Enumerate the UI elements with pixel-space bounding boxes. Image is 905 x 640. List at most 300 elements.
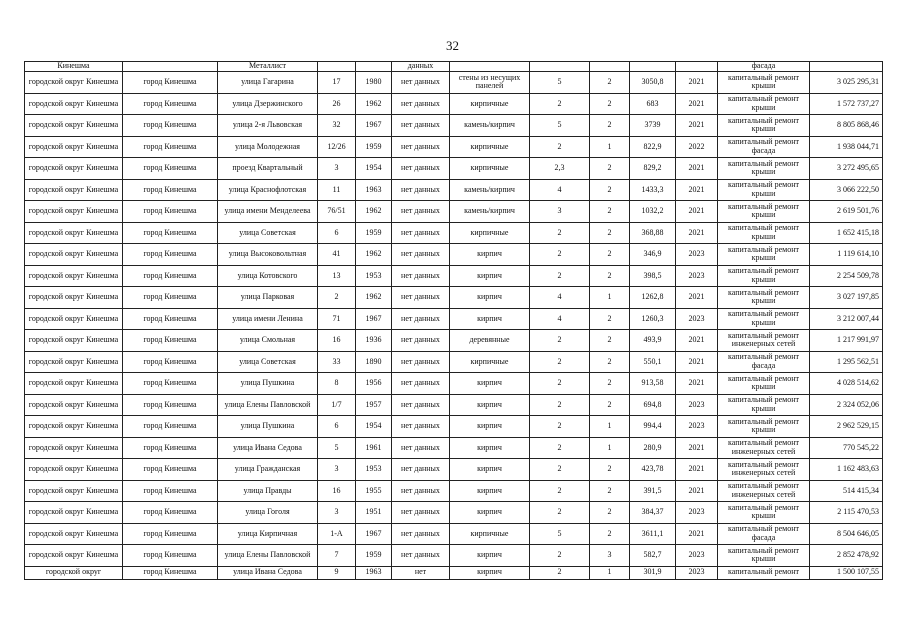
cell-entrances: 1 [590,136,630,158]
cell-build-year: 1955 [356,480,392,502]
cell-street: улица 2-я Львовская [218,115,318,137]
cell-area: 913,58 [630,373,676,395]
cell-entrances: 2 [590,394,630,416]
cell-work-type: капитальный ремонт фасада [718,351,810,373]
cell-work-type: капитальный ремонт фасада [718,523,810,545]
cell-district: городской округ Кинешма [25,459,123,481]
cell-cost: 4 028 514,62 [810,373,883,395]
cell-house-number: 3 [318,459,356,481]
cell-work-type: капитальный ремонт крыши [718,308,810,330]
cell-planned-year: 2021 [676,93,718,115]
cell-settlement: город Кинешма [123,351,218,373]
cell-area: 582,7 [630,545,676,567]
cell-house-number: 5 [318,437,356,459]
cell-planned-year: 2022 [676,136,718,158]
cell-work-type: капитальный ремонт крыши [718,115,810,137]
cell-build-year [356,62,392,72]
cell-cost: 3 066 222,50 [810,179,883,201]
cell-planned-year: 2021 [676,523,718,545]
cell-settlement: город Кинешма [123,287,218,309]
table-row [25,523,883,545]
cell-house-number: 76/51 [318,201,356,223]
cell-planned-year: 2021 [676,373,718,395]
table-row [25,158,883,180]
cell-entrances: 2 [590,158,630,180]
cell-street: улица Гоголя [218,502,318,524]
cell-floors: 2 [530,545,590,567]
cell-floors: 5 [530,72,590,94]
cell-house-number: 1/7 [318,394,356,416]
cell-area: 391,5 [630,480,676,502]
cell-commission-year: нет данных [392,222,450,244]
cell-area: 423,78 [630,459,676,481]
cell-house-number: 1-А [318,523,356,545]
cell-commission-year: нет данных [392,459,450,481]
cell-cost: 2 619 501,76 [810,201,883,223]
cell-planned-year: 2023 [676,244,718,266]
cell-floors: 4 [530,179,590,201]
cell-cost: 3 212 007,44 [810,308,883,330]
cell-commission-year: нет данных [392,179,450,201]
cell-settlement: город Кинешма [123,115,218,137]
cell-house-number: 3 [318,502,356,524]
cell-floors: 2 [530,416,590,438]
cell-commission-year: нет [392,566,450,579]
cell-planned-year: 2021 [676,351,718,373]
table-row [25,287,883,309]
cell-district: городской округ Кинешма [25,136,123,158]
cell-house-number: 7 [318,545,356,567]
cell-house-number: 6 [318,222,356,244]
cell-district: городской округ Кинешма [25,287,123,309]
cell-area: 3739 [630,115,676,137]
cell-build-year: 1967 [356,115,392,137]
table-row [25,330,883,352]
cell-settlement: город Кинешма [123,373,218,395]
cell-settlement: город Кинешма [123,330,218,352]
cell-settlement: город Кинешма [123,244,218,266]
cell-build-year: 1951 [356,502,392,524]
cell-wall-material: кирпичные [450,158,530,180]
cell-planned-year: 2021 [676,480,718,502]
cell-build-year: 1936 [356,330,392,352]
cell-work-type: капитальный ремонт крыши [718,545,810,567]
cell-work-type: капитальный ремонт крыши [718,244,810,266]
cell-build-year: 1954 [356,416,392,438]
cell-planned-year: 2021 [676,437,718,459]
cell-area: 346,9 [630,244,676,266]
cell-area: 493,9 [630,330,676,352]
cell-build-year: 1959 [356,545,392,567]
cell-wall-material: стены из несущих панелей [450,72,530,94]
cell-settlement: город Кинешма [123,265,218,287]
cell-commission-year: нет данных [392,545,450,567]
cell-district: городской округ Кинешма [25,373,123,395]
cell-planned-year: 2021 [676,72,718,94]
cell-street: улица Пушкина [218,416,318,438]
cell-cost: 1 162 483,63 [810,459,883,481]
cell-wall-material: кирпич [450,416,530,438]
cell-build-year: 1963 [356,179,392,201]
table-row [25,502,883,524]
cell-work-type: капитальный ремонт крыши [718,502,810,524]
cell-entrances: 1 [590,566,630,579]
table-row [25,480,883,502]
cell-district: городской округ Кинешма [25,330,123,352]
cell-entrances: 2 [590,502,630,524]
cell-floors: 2 [530,136,590,158]
cell-work-type: капитальный ремонт инженерных сетей [718,480,810,502]
cell-commission-year: нет данных [392,308,450,330]
cell-entrances: 2 [590,351,630,373]
cell-cost: 3 272 495,65 [810,158,883,180]
cell-work-type: капитальный ремонт крыши [718,158,810,180]
cell-commission-year: нет данных [392,394,450,416]
cell-floors: 5 [530,523,590,545]
cell-build-year: 1980 [356,72,392,94]
cell-area: 384,37 [630,502,676,524]
cell-cost: 514 415,34 [810,480,883,502]
cell-settlement: город Кинешма [123,179,218,201]
cell-street: улица Правды [218,480,318,502]
cell-area: 683 [630,93,676,115]
cell-work-type: фасада [718,62,810,72]
cell-wall-material: кирпич [450,373,530,395]
cell-district: городской округ Кинешма [25,394,123,416]
cell-street: улица Ивана Седова [218,437,318,459]
cell-planned-year: 2023 [676,308,718,330]
cell-area: 3611,1 [630,523,676,545]
cell-street: улица имени Менделеева [218,201,318,223]
cell-settlement: город Кинешма [123,523,218,545]
cell-entrances: 2 [590,265,630,287]
cell-entrances [590,62,630,72]
table-row [25,373,883,395]
cell-entrances: 2 [590,373,630,395]
cell-district: городской округ Кинешма [25,201,123,223]
table-row [25,93,883,115]
cell-planned-year: 2021 [676,158,718,180]
cell-settlement: город Кинешма [123,308,218,330]
cell-wall-material: кирпич [450,459,530,481]
cell-entrances: 2 [590,308,630,330]
cell-wall-material: кирпич [450,545,530,567]
cell-wall-material: кирпич [450,265,530,287]
cell-district: городской округ Кинешма [25,72,123,94]
cell-planned-year: 2023 [676,566,718,579]
table-row [25,244,883,266]
cell-floors: 2 [530,480,590,502]
cell-district: городской округ Кинешма [25,523,123,545]
housing-repair-table [24,61,883,580]
cell-build-year: 1957 [356,394,392,416]
cell-planned-year: 2023 [676,502,718,524]
cell-planned-year: 2023 [676,265,718,287]
cell-work-type: капитальный ремонт инженерных сетей [718,330,810,352]
cell-work-type: капитальный ремонт крыши [718,179,810,201]
cell-build-year: 1962 [356,244,392,266]
cell-planned-year: 2023 [676,416,718,438]
cell-settlement: город Кинешма [123,502,218,524]
cell-area: 3050,8 [630,72,676,94]
cell-build-year: 1967 [356,523,392,545]
cell-build-year: 1963 [356,566,392,579]
cell-floors: 2 [530,437,590,459]
cell-house-number: 13 [318,265,356,287]
cell-street: улица Елены Павловской [218,394,318,416]
cell-cost [810,62,883,72]
cell-entrances: 2 [590,244,630,266]
table-row [25,115,883,137]
table-row [25,566,883,579]
cell-wall-material: кирпич [450,287,530,309]
cell-settlement: город Кинешма [123,459,218,481]
cell-commission-year: нет данных [392,93,450,115]
cell-work-type: капитальный ремонт инженерных сетей [718,459,810,481]
cell-floors: 2 [530,394,590,416]
cell-work-type: капитальный ремонт крыши [718,222,810,244]
cell-house-number: 6 [318,416,356,438]
cell-commission-year: нет данных [392,416,450,438]
cell-district: городской округ Кинешма [25,265,123,287]
table-row [25,222,883,244]
cell-build-year: 1954 [356,158,392,180]
cell-cost: 2 115 470,53 [810,502,883,524]
table-row [25,179,883,201]
cell-district: городской округ Кинешма [25,545,123,567]
cell-settlement: город Кинешма [123,222,218,244]
cell-commission-year: нет данных [392,287,450,309]
cell-build-year: 1959 [356,222,392,244]
cell-commission-year: нет данных [392,201,450,223]
cell-commission-year: нет данных [392,72,450,94]
cell-build-year: 1967 [356,308,392,330]
cell-floors: 2 [530,502,590,524]
cell-area: 822,9 [630,136,676,158]
table-row [25,72,883,94]
cell-house-number: 2 [318,287,356,309]
cell-settlement: город Кинешма [123,158,218,180]
cell-work-type: капитальный ремонт крыши [718,394,810,416]
cell-entrances: 2 [590,115,630,137]
cell-commission-year: нет данных [392,480,450,502]
cell-floors: 2 [530,459,590,481]
cell-area: 829,2 [630,158,676,180]
cell-work-type: капитальный ремонт фасада [718,136,810,158]
cell-commission-year: нет данных [392,437,450,459]
cell-settlement: город Кинешма [123,136,218,158]
table-row [25,201,883,223]
cell-house-number: 26 [318,93,356,115]
cell-entrances: 2 [590,222,630,244]
cell-entrances: 3 [590,545,630,567]
cell-work-type: капитальный ремонт крыши [718,72,810,94]
cell-cost: 1 500 107,55 [810,566,883,579]
cell-entrances: 2 [590,330,630,352]
cell-district: городской округ Кинешма [25,416,123,438]
cell-entrances: 1 [590,437,630,459]
cell-cost: 2 962 529,15 [810,416,883,438]
cell-cost: 1 217 991,97 [810,330,883,352]
cell-floors: 2 [530,93,590,115]
cell-district: городской округ [25,566,123,579]
cell-work-type: капитальный ремонт крыши [718,265,810,287]
cell-area: 1433,3 [630,179,676,201]
cell-area: 550,1 [630,351,676,373]
cell-wall-material: камень/кирпич [450,179,530,201]
cell-street: улица Высоковольтная [218,244,318,266]
cell-district: Кинешма [25,62,123,72]
cell-wall-material: кирпич [450,502,530,524]
cell-settlement: город Кинешма [123,93,218,115]
cell-settlement: город Кинешма [123,201,218,223]
cell-entrances: 2 [590,179,630,201]
cell-street: улица Дзержинского [218,93,318,115]
cell-street: улица Молодежная [218,136,318,158]
cell-commission-year: нет данных [392,373,450,395]
cell-cost: 2 254 509,78 [810,265,883,287]
cell-wall-material: кирпичные [450,136,530,158]
cell-street: улица Гагарина [218,72,318,94]
cell-work-type: капитальный ремонт крыши [718,93,810,115]
cell-build-year: 1962 [356,201,392,223]
cell-district: городской округ Кинешма [25,115,123,137]
cell-wall-material: кирпич [450,480,530,502]
cell-build-year: 1962 [356,287,392,309]
cell-wall-material: камень/кирпич [450,201,530,223]
cell-district: городской округ Кинешма [25,480,123,502]
cell-floors: 4 [530,308,590,330]
cell-settlement: город Кинешма [123,566,218,579]
table-row-continued [25,62,883,72]
cell-house-number: 3 [318,158,356,180]
cell-cost: 3 025 295,31 [810,72,883,94]
cell-build-year: 1953 [356,459,392,481]
table-row [25,136,883,158]
cell-wall-material: кирпичные [450,351,530,373]
cell-floors: 5 [530,115,590,137]
cell-entrances: 2 [590,93,630,115]
cell-floors: 3 [530,201,590,223]
cell-area: 694,8 [630,394,676,416]
cell-street: улица имени Ленина [218,308,318,330]
cell-entrances: 2 [590,72,630,94]
cell-floors: 2 [530,330,590,352]
table-row [25,394,883,416]
cell-entrances: 2 [590,480,630,502]
cell-district: городской округ Кинешма [25,437,123,459]
cell-district: городской округ Кинешма [25,222,123,244]
cell-settlement: город Кинешма [123,437,218,459]
cell-area: 301,9 [630,566,676,579]
cell-commission-year: нет данных [392,158,450,180]
cell-cost: 2 324 052,06 [810,394,883,416]
cell-build-year: 1953 [356,265,392,287]
cell-district: городской округ Кинешма [25,244,123,266]
cell-street: улица Гражданская [218,459,318,481]
cell-cost: 8 504 646,05 [810,523,883,545]
cell-commission-year: нет данных [392,502,450,524]
table-row [25,308,883,330]
cell-cost: 1 295 562,51 [810,351,883,373]
cell-wall-material: деревянные [450,330,530,352]
cell-work-type: капитальный ремонт инженерных сетей [718,437,810,459]
cell-street: улица Краснофлотская [218,179,318,201]
cell-street: улица Елены Павловской [218,545,318,567]
cell-wall-material: кирпичные [450,523,530,545]
cell-cost: 8 805 868,46 [810,115,883,137]
cell-district: городской округ Кинешма [25,179,123,201]
cell-cost: 2 852 478,92 [810,545,883,567]
cell-floors: 4 [530,287,590,309]
cell-area: 280,9 [630,437,676,459]
cell-house-number: 17 [318,72,356,94]
cell-street: улица Котовского [218,265,318,287]
cell-planned-year: 2023 [676,394,718,416]
cell-street: проезд Квартальный [218,158,318,180]
cell-house-number: 12/26 [318,136,356,158]
cell-house-number: 16 [318,330,356,352]
cell-house-number: 41 [318,244,356,266]
cell-house-number: 16 [318,480,356,502]
cell-settlement: город Кинешма [123,394,218,416]
cell-wall-material [450,62,530,72]
cell-commission-year: нет данных [392,330,450,352]
cell-commission-year: нет данных [392,265,450,287]
cell-entrances: 2 [590,201,630,223]
cell-floors: 2 [530,566,590,579]
cell-work-type: капитальный ремонт крыши [718,416,810,438]
cell-planned-year: 2021 [676,287,718,309]
cell-commission-year: данных [392,62,450,72]
page-number: 32 [446,38,459,53]
cell-entrances: 2 [590,459,630,481]
cell-commission-year: нет данных [392,351,450,373]
table-row [25,416,883,438]
cell-planned-year: 2021 [676,115,718,137]
cell-wall-material: кирпичные [450,93,530,115]
cell-district: городской округ Кинешма [25,502,123,524]
cell-commission-year: нет данных [392,115,450,137]
cell-cost: 1 652 415,18 [810,222,883,244]
cell-entrances: 1 [590,416,630,438]
cell-house-number: 9 [318,566,356,579]
cell-work-type: капитальный ремонт крыши [718,201,810,223]
cell-entrances: 1 [590,287,630,309]
cell-district: городской округ Кинешма [25,158,123,180]
cell-build-year: 1959 [356,136,392,158]
cell-street: улица Советская [218,351,318,373]
cell-floors [530,62,590,72]
cell-area: 1260,3 [630,308,676,330]
cell-area [630,62,676,72]
cell-planned-year: 2021 [676,330,718,352]
cell-floors: 2 [530,222,590,244]
cell-planned-year: 2021 [676,459,718,481]
table-row [25,545,883,567]
cell-floors: 2,3 [530,158,590,180]
cell-planned-year: 2021 [676,201,718,223]
cell-area: 398,5 [630,265,676,287]
cell-planned-year: 2021 [676,179,718,201]
cell-floors: 2 [530,244,590,266]
cell-house-number: 11 [318,179,356,201]
cell-floors: 2 [530,373,590,395]
cell-build-year: 1962 [356,93,392,115]
cell-planned-year [676,62,718,72]
cell-wall-material: кирпич [450,244,530,266]
cell-house-number [318,62,356,72]
